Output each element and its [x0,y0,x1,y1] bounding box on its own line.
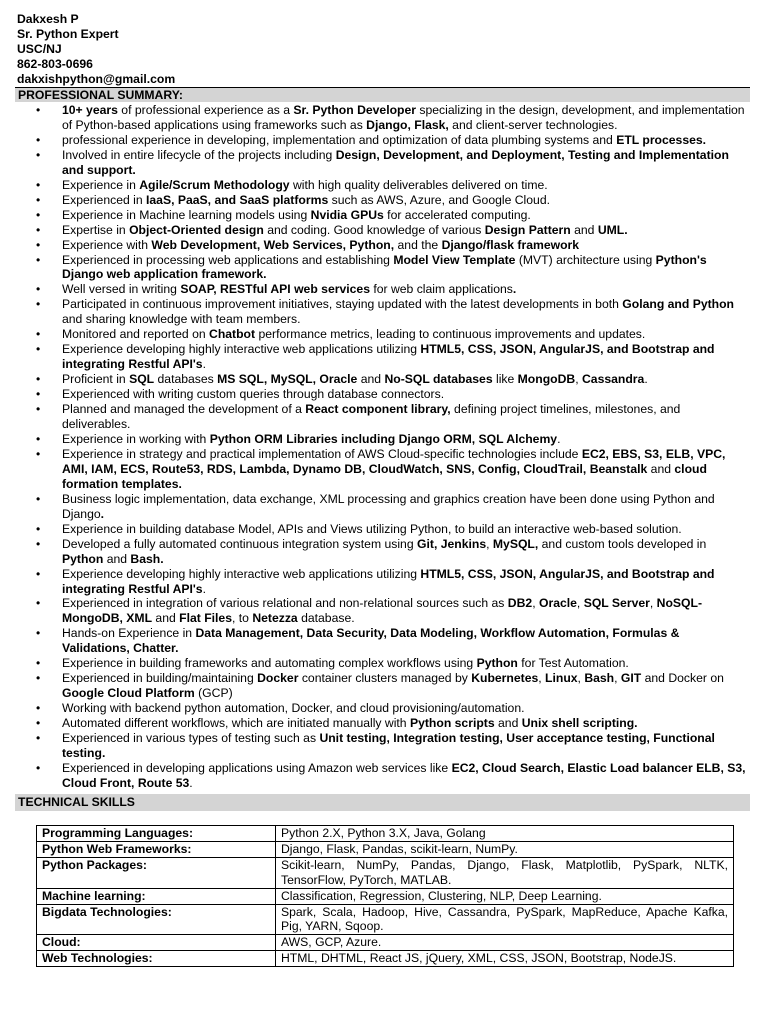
bold-text: GIT [620,671,642,686]
summary-bullet [62,282,750,297]
summary-bullet [62,327,750,342]
bold-text: Django/flask framework [441,237,580,252]
text: . [644,372,648,387]
bold-text: Design, Development, and Deployment, Testing and Implementation and support. [62,147,729,177]
text: , [538,671,546,686]
text: Experienced in [62,192,147,207]
text: . [189,775,193,790]
text: Experienced in various types of testing such as [62,731,320,746]
bold-text: MySQL, [492,536,539,551]
summary-bullet [62,208,750,223]
bold-text: Oracle [538,596,577,611]
summary-bullet [62,148,750,178]
text: Automated different workflows, which are initiated manually with [62,716,410,731]
skills-value: Django, Flask, Pandas, scikit-learn, NumPy. [276,841,734,857]
skills-row [37,857,734,888]
summary-bullet [62,402,750,432]
summary-bullet [62,492,750,522]
resume-header [17,12,175,87]
skills-category: Web Technologies: [37,951,276,967]
skills-category: Machine learning: [37,888,276,904]
text: and [103,551,131,566]
bold-text: HTML5, CSS, JSON, AngularJS, and Bootstrap and integrating Restful API's [62,566,715,596]
skills-row [37,841,734,857]
text: performance metrics, leading to continuous improvements and updates. [255,327,646,342]
text: . [202,357,206,372]
text: Experience developing highly interactive web applications utilizing [62,566,421,581]
summary-bullet [62,596,750,626]
text: database. [297,611,355,626]
summary-bullet [62,387,750,402]
text: and [647,461,675,476]
text: specializing in the design, development, and implementation of Python-based applications using frameworks such as [62,103,745,132]
text: , [576,596,584,611]
bold-text: Google Cloud Platform [62,686,195,701]
bold-text: Bash. [130,551,164,566]
bold-text: . [512,282,517,297]
technical-skills-heading: TECHNICAL SKILLS [15,794,750,811]
skills-value: HTML, DHTML, React JS, jQuery, XML, CSS, JSON, Bootstrap, NodeJS. [276,951,734,967]
candidate-title: Sr. Python Expert [17,26,119,41]
summary-bullet [62,656,750,671]
bold-text: Bash [584,671,615,686]
text: of professional experience as a [117,103,294,117]
bold-text: . [100,506,105,521]
text: Experience in working with [62,431,210,446]
text: Well versed in writing [62,282,181,297]
text: Monitored and reported on [62,327,210,342]
professional-summary-heading: PROFESSIONAL SUMMARY: [15,87,750,102]
skills-row [37,951,734,967]
bold-text: Netezza [252,611,298,626]
bold-text: 10+ years [62,103,118,117]
text: (GCP) [194,686,233,701]
skills-category: Cloud: [37,935,276,951]
skills-row [37,904,734,935]
summary-bullet [62,701,750,716]
summary-bullet [62,731,750,761]
summary-bullet [62,716,750,731]
bold-text: Django, Flask, [366,117,449,132]
text: defining project timelines, milestones, and deliverables. [62,402,681,432]
bold-text: Cassandra [581,372,645,387]
bold-text: SQL Server [583,596,650,611]
text: Working with backend python automation, Docker, and cloud provisioning/automation. [62,701,525,716]
skills-value: Classification, Regression, Clustering, NLP, Deep Learning. [276,888,734,904]
bold-text: Nvidia GPUs [310,207,384,222]
bold-text: ETL processes. [616,132,707,147]
summary-bullet [62,193,750,208]
text: , [575,372,582,387]
bold-text: cloud formation templates. [62,461,707,491]
skills-category: Bigdata Technologies: [37,904,276,935]
text: container clusters managed by [298,671,472,686]
text: and coding. Good knowledge of various [263,222,485,237]
text: and client-server technologies. [448,117,618,132]
text: like [492,372,518,387]
bold-text: Object-Oriented design [129,222,264,237]
skills-value: AWS, GCP, Azure. [276,935,734,951]
bold-text: HTML5, CSS, JSON, AngularJS, and Bootstrap and integrating Restful API's [62,342,715,372]
bold-text: No-SQL databases [384,372,493,387]
candidate-location: USC/NJ [17,41,62,56]
text: with high quality deliverables delivered on time. [289,177,548,192]
professional-summary-list [62,103,750,791]
text: such as AWS, Azure, and Google Cloud. [328,192,550,207]
bold-text: Kubernetes [471,671,539,686]
text: Experience in Machine learning models using [62,207,311,222]
text: , [649,596,657,611]
skills-category: Python Web Frameworks: [37,841,276,857]
bold-text: Chatbot [209,327,256,342]
text: for Test Automation. [517,656,629,671]
text: , [577,671,585,686]
summary-bullet [62,567,750,597]
skills-category: Programming Languages: [37,826,276,842]
text: Experienced in processing web applications and establishing [62,252,394,267]
bold-text: Model View Template [393,252,516,267]
candidate-phone: 862-803-0696 [17,56,93,71]
bold-text: SOAP, RESTful API web services [180,282,370,297]
text: for web claim applications [369,282,513,297]
skills-row [37,888,734,904]
summary-bullet [62,447,750,492]
skills-value: Spark, Scala, Hadoop, Hive, Cassandra, PySpark, MapReduce, Apache Kafka, Pig, YARN, Sqoop. [276,904,734,935]
bold-text: Data Management, Data Security, Data Modeling, Workflow Automation, Formulas & Validations, Chatter. [62,626,680,656]
text: and [570,222,598,237]
text: Expertise in [62,222,130,237]
text: Experience in strategy and practical implementation of AWS Cloud-specific technologies include [62,446,582,461]
text: Experienced in developing applications using Amazon web services like [62,760,452,775]
text: Experienced with writing custom queries through database connectors. [62,387,445,402]
text: (MVT) architecture using [515,252,656,267]
bold-text: MongoDB [517,372,576,387]
bold-text: EC2, Cloud Search, Elastic Load balancer ELB, S3, Cloud Front, Route 53 [62,760,746,790]
bold-text: React component library, [305,402,451,417]
summary-bullet [62,133,750,148]
bold-text: Design Pattern [484,222,571,237]
bold-text: Python ORM Libraries including Django ORM, SQL Alchemy [209,431,558,446]
bold-text: IaaS, PaaS, and SaaS platforms [146,192,329,207]
text: and the [394,237,442,252]
summary-bullet [62,342,750,372]
text: Experienced in integration of various relational and non-relational sources such as [62,596,508,611]
text: and Docker on [641,671,724,686]
summary-bullet [62,223,750,238]
bold-text: MS SQL, MySQL, Oracle [217,372,358,387]
text: . [557,431,561,446]
text: Business logic implementation, data exchange, XML processing and graphics creation have been done using Python and Django [62,491,715,521]
text: Involved in entire lifecycle of the projects including [62,147,336,162]
bold-text: Sr. Python Developer [293,103,416,117]
bold-text: NoSQL-MongoDB, XML [62,596,703,626]
bold-text: UML. [597,222,628,237]
text: for accelerated computing. [383,207,531,222]
text: , [486,536,493,551]
bold-text: Unix shell scripting. [521,716,638,731]
text: Experience with [62,237,152,252]
summary-bullet [62,671,750,701]
bold-text: SQL [129,372,155,387]
skills-value: Python 2.X, Python 3.X, Java, Golang [276,826,734,842]
text: Participated in continuous improvement initiatives, staying updated with the latest developments in both [62,297,623,312]
summary-bullet [62,253,750,283]
text: Developed a fully automated continuous integration system using [62,536,418,551]
summary-bullet [62,432,750,447]
bold-text: Python's Django web application framework. [62,252,707,282]
bold-text: Web Development, Web Services, Python, [151,237,395,252]
bold-text: Linux [545,671,578,686]
summary-bullet [62,372,750,387]
text: and [494,716,522,731]
bold-text: EC2, EBS, S3, ELB, VPC, AMI, IAM, ECS, Route53, RDS, Lambda, Dynamo DB, CloudWatch, SNS, Config, CloudTrail, Beanstalk [62,446,726,476]
text: Experienced in building/maintaining [62,671,258,686]
skills-row [37,935,734,951]
summary-bullet [62,178,750,193]
text: , to [231,611,253,626]
summary-bullet [62,297,750,327]
summary-bullet [62,238,750,253]
summary-bullet [62,626,750,656]
text: Experience in building database Model, APIs and Views utilizing Python, to build an interactive web-based solution. [62,521,682,536]
text: professional experience in developing, implementation and optimization of data plumbing systems and [62,132,617,147]
bold-text: Docker [257,671,299,686]
summary-bullet [62,103,750,133]
bold-text: Flat Files [179,611,232,626]
text: and [357,372,385,387]
bold-text: Python scripts [409,716,495,731]
text: Experience in [62,177,140,192]
technical-skills-table [36,825,734,967]
bold-text: Python [62,551,104,566]
text: Hands-on Experience in [62,626,196,641]
summary-bullet [62,537,750,567]
bold-text: DB2 [507,596,533,611]
text: and [152,611,180,626]
skills-row [37,826,734,842]
text: Proficient in [62,372,130,387]
candidate-email: dakxishpython@gmail.com [17,71,176,86]
text: Planned and managed the development of a [62,402,306,417]
bold-text: Agile/Scrum Methodology [139,177,290,192]
text: , [614,671,621,686]
candidate-name: Dakxesh P [17,12,79,26]
text: Experience developing highly interactive web applications utilizing [62,342,421,357]
skills-category: Python Packages: [37,857,276,888]
text: Experience in building frameworks and automating complex workflows using [62,656,477,671]
text: , [532,596,539,611]
bold-text: Python [476,656,518,671]
summary-bullet [62,761,750,791]
bold-text: Unit testing, Integration testing, User acceptance testing, Functional testing. [62,731,715,760]
text: and sharing knowledge with team members. [62,312,301,327]
text: and custom tools developed in [538,536,707,551]
bold-text: Golang and Python [622,297,734,312]
summary-bullet [62,522,750,537]
text: databases [154,372,218,387]
bold-text: Git, Jenkins [417,536,487,551]
skills-value: Scikit-learn, NumPy, Pandas, Django, Flask, Matplotlib, PySpark, NLTK, TensorFlow, PyTorch, MATLAB. [276,857,734,888]
text: . [202,581,206,596]
